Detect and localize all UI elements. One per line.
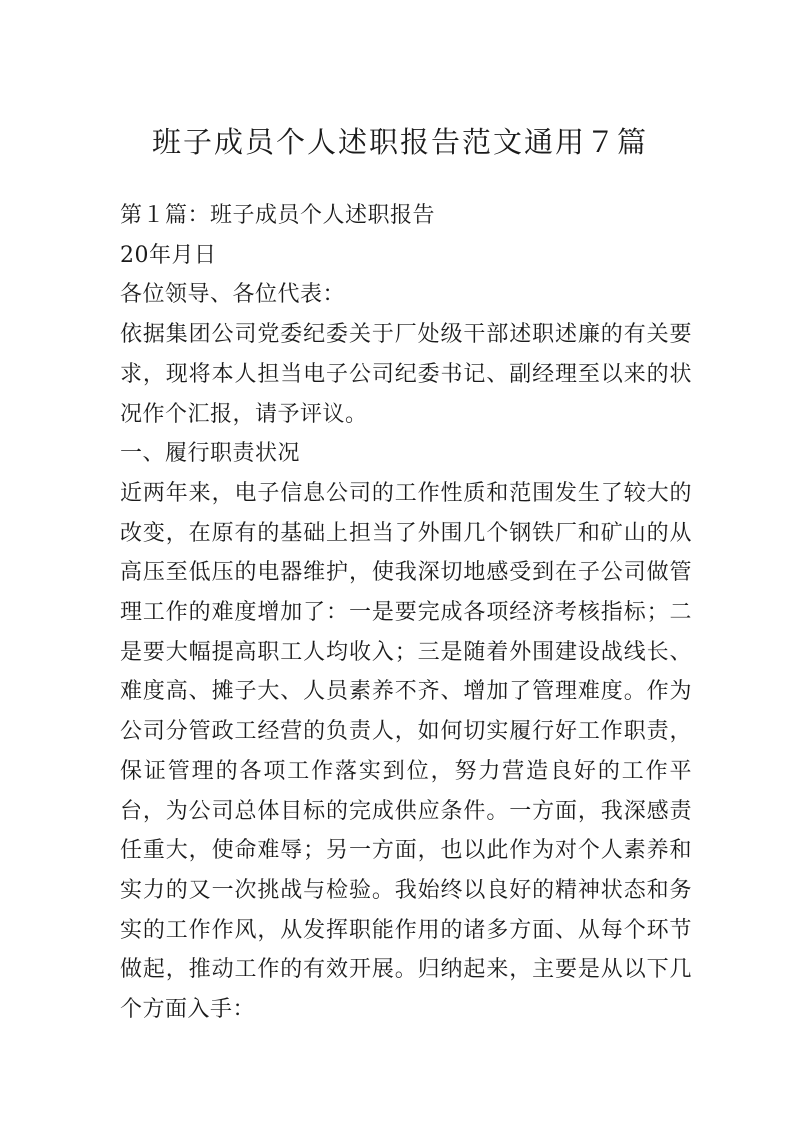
article-heading: 第１篇：班子成员个人述职报告 (120, 203, 436, 228)
salutation: 各位领导、各位代表： (120, 282, 346, 308)
document-title: 班子成员个人述职报告范文通用７篇 (151, 125, 648, 159)
intro-paragraph: 依据集团公司党委纪委关于厂处级干部述职述廉的有关要求，现将本人担当电子公司纪委书记、副经理至以来的状况作个汇报，请予评议。 (120, 322, 692, 427)
date-line: 20年月日 (120, 242, 217, 268)
section-heading: 一、履行职责状况 (120, 441, 301, 467)
section-paragraph: 近两年来，电子信息公司的工作性质和范围发生了较大的改变，在原有的基础上担当了外围几个钢铁厂和矿山的从高压至低压的电器维护，使我深切地感受到在子公司做管理工作的难度增加了：一是要完成各项经济考核指标；二是要大幅提高职工人均收入；三是随着外围建设战线长、难度高、摊子大、人员素养不齐、增加了管理难度。作为公司分管政工经营的负责人，如何切实履行好工作职责，保证管理的各项工作落实到位，努力营造良好的工作平台，为公司总体目标的完成供应条件。一方面，我深感责任重大，使命难辱；另一方面，也以此作为对个人素养和实力的又一次挑战与检验。我始终以良好的精神状态和务实的工作作风，从发挥职能作用的诸多方面、从每个环节做起，推动工作的有效开展。归纳起来，主要是从以下几个方面入手： (120, 480, 692, 1023)
document-body (120, 196, 692, 1030)
